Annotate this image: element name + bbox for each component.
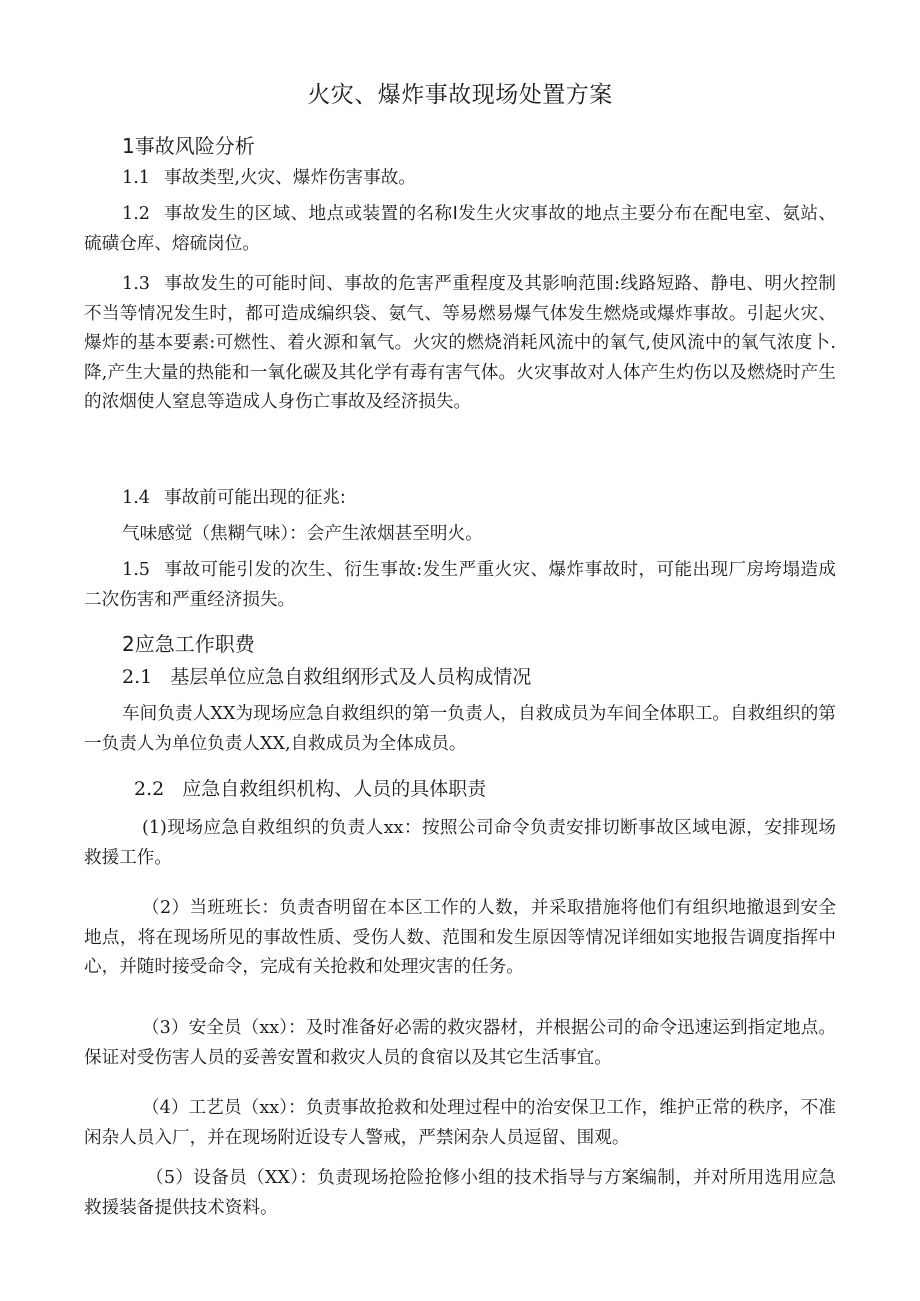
paragraph-2-1: 车间负责人XX为现场应急自救组织的第一负责人，自救成员为车间全体职工。自救组织的第一负责人为单位负责人XX,自救成员为全体成员。 — [84, 704, 836, 754]
duty-item-3: （3）安全员（xx）：及时准备好必需的救灾器材，并根据公司的命令迅速运到指定地点。保证对受伤害人员的妥善安置和救灾人员的食宿以及其它生活事宜。 — [84, 1018, 836, 1068]
paragraph-lead: 事故前可能出现的征兆: — [163, 488, 346, 508]
subsection-number: 2.2 — [134, 778, 165, 800]
paragraph-lead: 事故可能引发的次生、衍生事故 — [163, 560, 417, 580]
section-heading-2: 2应急工作职费 — [122, 632, 255, 656]
paragraph-1-2 — [84, 200, 836, 259]
paragraph-1-4-heading — [84, 484, 836, 514]
subsection-title: 基层单位应急自救组纲形式及人员构成情况 — [170, 666, 532, 688]
paragraph-text: :发生严重火灾、爆炸事故时，可能出现厂房垮塌造成二次伤害和严重经济损失。 — [84, 560, 836, 610]
paragraph-number: 1.2 — [122, 204, 150, 224]
paragraph-text: 事故类型,火灾、爆炸伤害事故。 — [163, 168, 416, 188]
paragraph-lead: 事故发生的区域、地点或装置的名称I — [163, 204, 458, 224]
paragraph-1-1 — [84, 164, 836, 194]
paragraph-lead: 事故发生的可能时间、事故的危害严重程度及其影响范围 — [163, 274, 615, 294]
paragraph-number: 1.5 — [122, 560, 150, 580]
section-heading-1: 1事故风险分析 — [122, 134, 255, 158]
duty-item-5: （5）设备员（XX）：负责现场抢险抢修小组的技术指导与方案编制，并对所用选用应急救援装备提供技术资料。 — [84, 1168, 836, 1218]
paragraph-number: 1.4 — [122, 488, 150, 508]
page-title: 火灾、爆炸事故现场处置方案 — [307, 82, 613, 108]
paragraph-text: :线路短路、静电、明火控制不当等情况发生时，都可造成编织袋、氨气、等易燃易爆气体发生燃烧或爆炸事故。引起火灾、爆炸的基本要素:可燃性、着火源和氧气。火灾的燃烧消耗风流中的氧气,使风流中的氧气浓度卜.降,产生大量的热能和一氧化碳及其化学有毒有害气体。火灾事故对人体产生灼伤以及燃烧时产生的浓烟使人窒息等造成人身伤亡事故及经济损失。 — [84, 274, 836, 413]
subsection-heading-2-1 — [122, 662, 531, 689]
paragraph-number: 1.3 — [122, 274, 150, 294]
paragraph-number: 1.1 — [122, 168, 150, 188]
paragraph-1-5 — [84, 556, 836, 615]
paragraph-1-3 — [84, 270, 836, 418]
subsection-number: 2.1 — [122, 666, 153, 688]
duty-item-1: (1)现场应急自救组织的负责人xx：按照公司命令负责安排切断事故区域电源，安排现场救援工作。 — [84, 818, 836, 868]
duty-item-4: （4）工艺员（xx）：负责事故抢救和处理过程中的治安保卫工作，维护正常的秩序，不准闲杂人员入厂，并在现场附近设专人警戒，严禁闲杂人员逗留、围观。 — [84, 1098, 836, 1148]
subsection-title: 应急自救组织机构、人员的具体职责 — [182, 778, 487, 800]
paragraph-1-4-text: 气味感觉（焦糊气味）：会产生浓烟甚至明火。 — [122, 524, 483, 544]
subsection-heading-2-2 — [134, 774, 486, 801]
duty-item-2: （2）当班班长：负责杳明留在本区工作的人数，并采取措施将他们有组织地撤退到安全地点，将在现场所见的事故性质、受伤人数、范围和发生原因等情况详细如实地报告调度指挥中心，并随时接受命令，完成有关抢救和处理灾害的任务。 — [84, 898, 836, 978]
paragraph-text: 发生火灾事故的地点主要分布在配电室、氨站、硫磺仓库、熔硫岗位。 — [84, 204, 836, 254]
